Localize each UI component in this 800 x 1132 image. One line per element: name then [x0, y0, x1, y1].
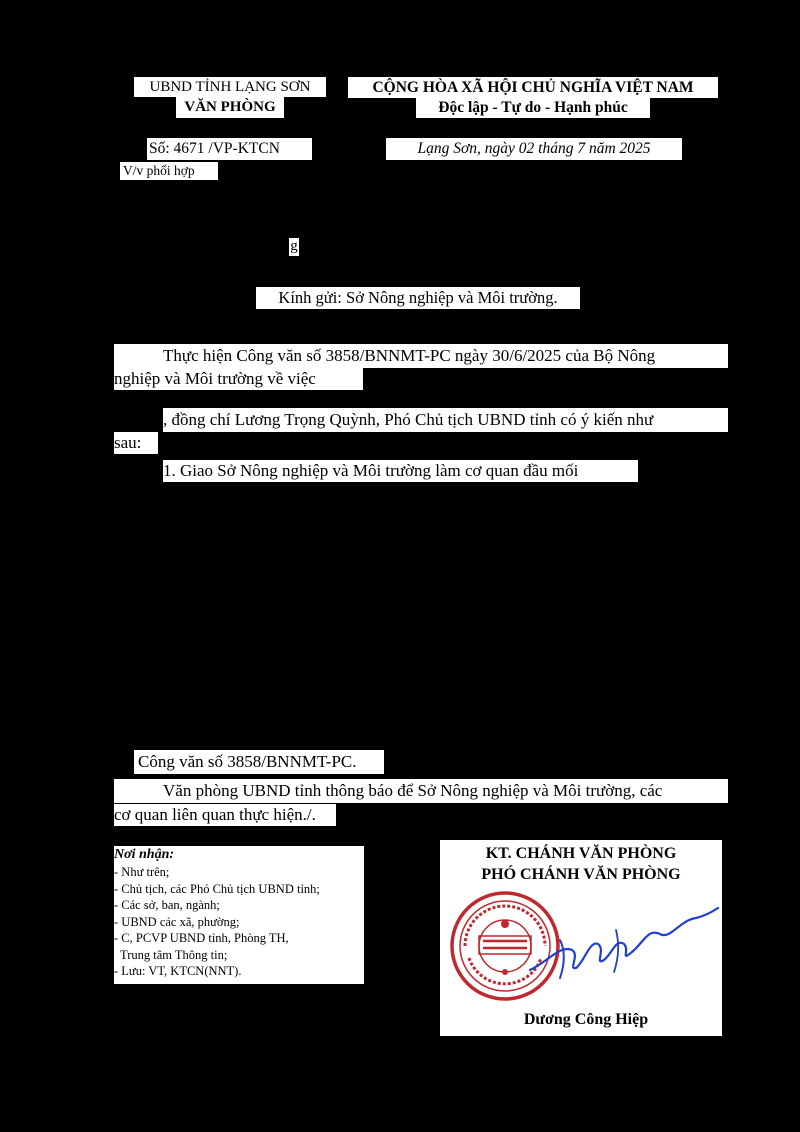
recipients-block: [114, 846, 364, 984]
recipients-item: - Như trên;: [114, 865, 170, 879]
recipients-item: - Các sở, ban, ngành;: [114, 898, 220, 912]
para2-line2: sau:: [114, 432, 158, 454]
recipients-item: - Lưu: VT, KTCN(NNT).: [114, 964, 242, 978]
closing-line2: cơ quan liên quan thực hiện./.: [114, 804, 336, 826]
para1-line1: Thực hiện Công văn số 3858/BNNMT-PC ngày 30/6/2025 của Bộ Nông: [114, 344, 728, 368]
recipients-item: - Chủ tịch, các Phó Chủ tịch UBND tỉnh;: [114, 881, 320, 896]
signer-name: Dương Công Hiệp: [523, 1011, 649, 1028]
recipients-item: - C, PCVP UBND tỉnh, Phòng TH,: [114, 931, 289, 945]
issuer-authority: UBND TỈNH LẠNG SƠN: [134, 77, 326, 97]
doc-number: Số: 4671 /VP-KTCN: [147, 138, 312, 160]
issuer-office: VĂN PHÒNG: [176, 97, 284, 118]
nation-motto: Độc lập - Tự do - Hạnh phúc: [416, 98, 650, 118]
para1-line2: nghiệp và Môi trường về việc: [114, 368, 363, 390]
place-date: Lạng Sơn, ngày 02 tháng 7 năm 2025: [386, 138, 682, 160]
closing-line1: Văn phòng UBND tỉnh thông báo để Sở Nông nghiệp và Môi trường, các: [114, 779, 728, 803]
signer-title-2: PHÓ CHÁNH VĂN PHÒNG: [481, 866, 681, 883]
recipients-heading: Nơi nhận:: [114, 847, 175, 862]
doc-subject: V/v phối hợp: [120, 162, 218, 180]
reference-line: Công văn số 3858/BNNMT-PC.: [134, 750, 384, 774]
handwritten-signature: [520, 900, 720, 990]
nation-title: CỘNG HÒA XÃ HỘI CHỦ NGHĨA VIỆT NAM: [348, 77, 718, 98]
para2-line1: , đồng chí Lương Trọng Quỳnh, Phó Chủ tịch UBND tỉnh có ý kiến như: [163, 408, 728, 432]
recipient-line: Kính gửi: Sở Nông nghiệp và Môi trường.: [256, 287, 580, 309]
item-1: 1. Giao Sở Nông nghiệp và Môi trường làm cơ quan đầu mối: [163, 460, 638, 482]
signer-title-1: KT. CHÁNH VĂN PHÒNG: [485, 845, 677, 862]
recipients-item: Trung tâm Thông tin;: [114, 947, 228, 962]
recipients-item: - UBND các xã, phường;: [114, 914, 240, 929]
text-fragment: g: [290, 238, 298, 254]
